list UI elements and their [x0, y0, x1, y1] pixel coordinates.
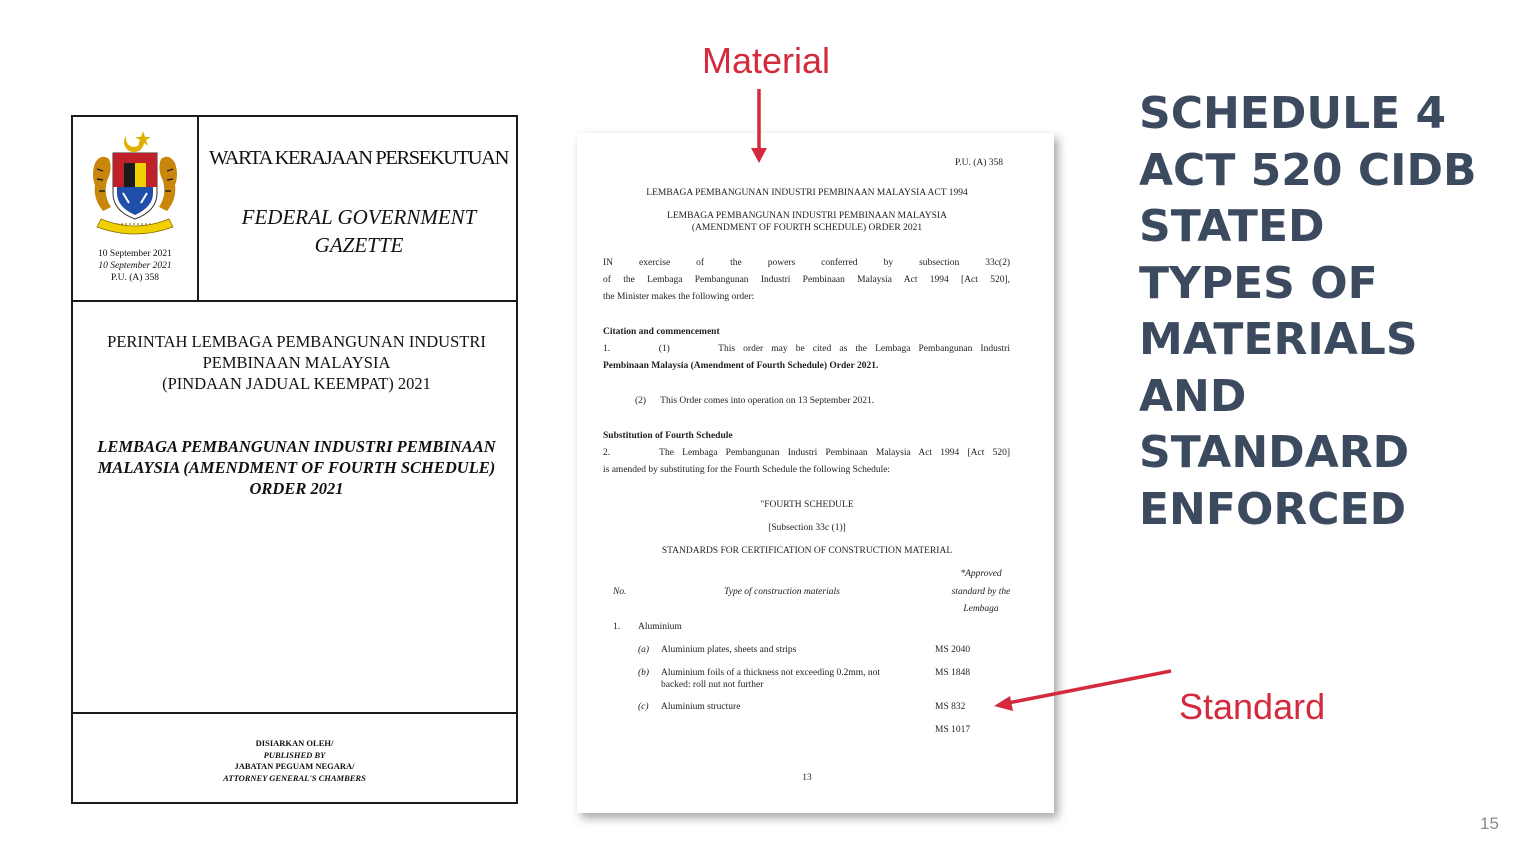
- row-material: Aluminium plates, sheets and strips: [661, 645, 797, 655]
- slide-number: 15: [1480, 814, 1499, 833]
- row-standard: MS 832: [935, 702, 966, 712]
- order-document-page: [577, 133, 1054, 813]
- substitution-heading: Substitution of Fourth Schedule: [603, 431, 733, 441]
- coat-of-arms-icon: [87, 129, 183, 237]
- order-title-ms-line: (PINDAAN JADUAL KEEMPAT) 2021: [162, 374, 431, 393]
- schedule-subsection: [Subsection 33c (1)]: [768, 523, 846, 533]
- order-title-en-line: MALAYSIA (AMENDMENT OF FOURTH SCHEDULE): [97, 458, 496, 477]
- order-title-ms: [87, 331, 506, 394]
- heading-line: AND: [1139, 370, 1247, 422]
- row-material-cont: backed: roll nut not further: [661, 680, 764, 690]
- row-material: Aluminium foils of a thickness not exceeding 0.2mm, not: [661, 668, 880, 678]
- gazette-title-en: [209, 203, 509, 259]
- gazette-title-en-line2: GAZETTE: [314, 233, 404, 257]
- heading-line: TYPES OF: [1139, 257, 1378, 309]
- heading-line: STATED: [1139, 201, 1325, 252]
- publisher-line: ATTORNEY GENERAL'S CHAMBERS: [223, 772, 366, 783]
- order-pu-reference: P.U. (A) 358: [955, 158, 1004, 168]
- column-standard-line: Lembaga: [963, 604, 999, 614]
- act-title: LEMBAGA PEMBANGUNAN INDUSTRI PEMBINAAN MALAYSIA ACT 1994: [646, 188, 968, 198]
- material-label: Material: [702, 40, 831, 81]
- item-name: Aluminium: [638, 622, 682, 632]
- preamble-line: IN exercise of the powers conferred by subsection 33c(2): [603, 258, 1010, 268]
- pu-reference: P.U. (A) 358: [110, 273, 160, 283]
- row-letter: (a): [638, 645, 650, 655]
- order-title-ms-line: PEMBINAAN MALAYSIA: [202, 353, 391, 372]
- row-material: Aluminium structure: [661, 702, 741, 712]
- column-type: Type of construction materials: [724, 587, 840, 597]
- row-standard: MS 1848: [935, 668, 971, 678]
- row-letter: (b): [638, 668, 650, 678]
- column-standard-line: *Approved: [960, 569, 1002, 579]
- row-standard: MS 2040: [935, 645, 971, 655]
- date-en: 10 September 2021: [98, 261, 172, 271]
- gazette-crest-cell: [73, 117, 199, 300]
- publisher-line: DISIARKAN OLEH/: [255, 738, 334, 748]
- gazette-title-ms: WARTA KERAJAAN PERSEKUTUAN: [209, 147, 508, 169]
- publisher-block: [73, 738, 516, 784]
- para1-sub2: (2) This Order comes into operation on 13 September 2021.: [635, 396, 875, 406]
- para1-line: 1. (1) This order may be cited as the Lembaga Pembangunan Industri: [603, 344, 1010, 354]
- para2-line: 2. The Lembaga Pembangunan Industri Pembinaan Malaysia Act 1994 [Act 520]: [603, 448, 1010, 458]
- para2-line: is amended by substituting for the Fourth Schedule the following Schedule:: [603, 465, 891, 475]
- row-letter: (c): [638, 702, 649, 712]
- gazette-title-en-line1: FEDERAL GOVERNMENT: [241, 205, 477, 229]
- gazette-dates: [73, 248, 197, 284]
- order-title-line1: LEMBAGA PEMBANGUNAN INDUSTRI PEMBINAAN MALAYSIA: [667, 211, 947, 221]
- gazette-cover: [71, 115, 518, 804]
- publisher-line: JABATAN PEGUAM NEGARA/: [234, 761, 355, 771]
- schedule-heading: STANDARDS FOR CERTIFICATION OF CONSTRUCTION MATERIAL: [661, 546, 953, 556]
- gazette-header: [73, 117, 516, 302]
- preamble-line: of the Lembaga Pembangunan Industri Pembinaan Malaysia Act 1994 [Act 520],: [603, 275, 1010, 285]
- standard-label: Standard: [1179, 686, 1326, 727]
- date-ms: 10 September 2021: [98, 249, 172, 259]
- slide-heading: [1139, 86, 1529, 538]
- footer-divider: [73, 712, 516, 714]
- citation-heading: Citation and commencement: [603, 327, 720, 337]
- row-standard-extra: MS 1017: [935, 725, 971, 735]
- heading-line: SCHEDULE 4: [1139, 88, 1447, 139]
- column-standard-line: standard by the: [951, 587, 1011, 597]
- column-no: No.: [613, 587, 627, 597]
- heading-line: ACT 520 CIDB: [1139, 144, 1477, 196]
- heading-line: STANDARD: [1139, 427, 1410, 478]
- heading-line: MATERIALS: [1139, 314, 1418, 365]
- order-title-ms-line: PERINTAH LEMBAGA PEMBANGUNAN INDUSTRI: [107, 332, 486, 351]
- publisher-line: PUBLISHED BY: [263, 749, 326, 760]
- schedule-title: "FOURTH SCHEDULE: [760, 500, 854, 510]
- order-page-number: 13: [802, 773, 812, 783]
- para1-line: Pembinaan Malaysia (Amendment of Fourth Schedule) Order 2021.: [603, 361, 879, 371]
- preamble-line: the Minister makes the following order:: [603, 292, 755, 302]
- order-title-en: [87, 436, 506, 499]
- order-title-en-line: LEMBAGA PEMBANGUNAN INDUSTRI PEMBINAAN: [97, 437, 496, 456]
- heading-line: ENFORCED: [1139, 483, 1407, 535]
- order-title-en-line: ORDER 2021: [249, 479, 344, 498]
- order-title-line2: (AMENDMENT OF FOURTH SCHEDULE) ORDER 2021: [691, 223, 923, 233]
- item-number: 1.: [613, 622, 621, 632]
